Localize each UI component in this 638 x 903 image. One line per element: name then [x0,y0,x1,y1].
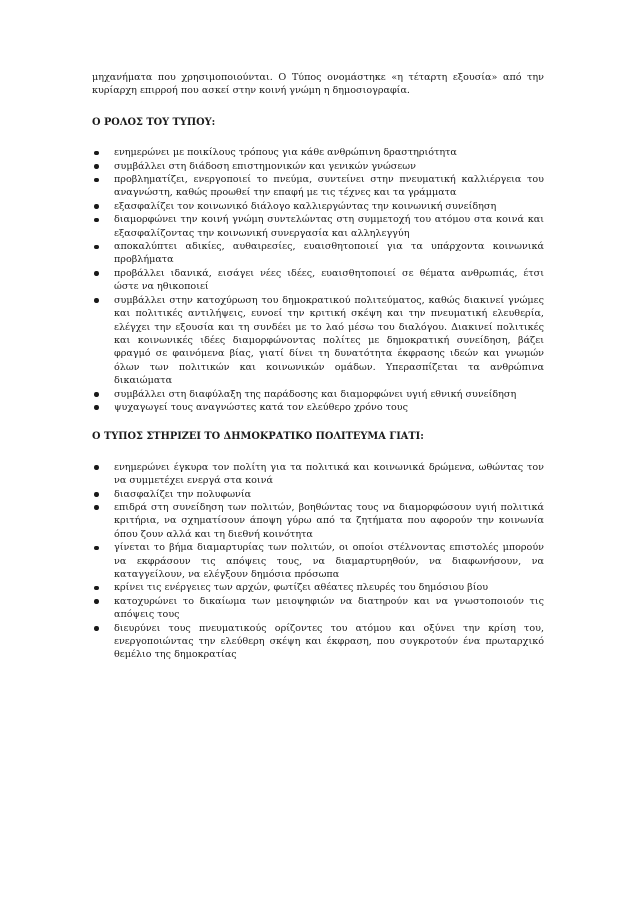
section-heading-press-supports-democracy: Ο ΤΥΠΟΣ ΣΤΗΡΙΖΕΙ ΤΟ ΔΗΜΟΚΡΑΤΙΚΟ ΠΟΛΙΤΕΥΜΑ ΓΙΑΤΙ: [92,431,424,443]
list-item: διασφαλίζει την πολυφωνία [92,488,544,501]
section-heading-role-of-press: Ο ΡΟΛΟΣ ΤΟΥ ΤΥΠΟΥ: [92,116,216,128]
list-item: ενημερώνει με ποικίλους τρόπους για κάθε ανθρώπινη δραστηριότητα [92,146,544,159]
list-item: συμβάλλει στη διάδοση επιστημονικών και γενικών γνώσεων [92,160,544,173]
list-item: προβάλλει ιδανικά, εισάγει νέες ιδέες, ευαισθητοποιεί σε θέματα ανθρωπιάς, έτσι ώστε να ηθικοποιεί [92,267,544,294]
list-item: συμβάλλει στην κατοχύρωση του δημοκρατικού πολιτεύματος, καθώς διακινεί γνώμες και πολιτικές αντιλήψεις, ευνοεί την κριτική σκέψη και την πνευματική ελευθερία, ελέγχει την εξουσία και τη συνδέει με το λαό μέσω του διαλόγου. Διακινεί πολιτικές και κοινωνικές ιδέες διαμορφώνοντας πολίτες με δημοκρατική συνείδηση, βάζει φραγμό σε φαινόμενα βίας, γιατί δίνει τη δυνατότητα έκφρασης ιδεών και γνωμών όλων των πολιτικών και κοινωνικών ομάδων. Υπερασπίζεται τα ανθρώπινα δικαιώματα [92,294,544,388]
list-item: κρίνει τις ενέργειες των αρχών, φωτίζει αθέατες πλευρές του δημόσιου βίου [92,581,544,594]
list-item: εξασφαλίζει τον κοινωνικό διάλογο καλλιεργώντας την κοινωνική συνείδηση [92,200,544,213]
list-item: αποκαλύπτει αδικίες, αυθαιρεσίες, ευαισθητοποιεί για τα υπάρχοντα κοινωνικά προβλήματα [92,240,544,267]
list-item: γίνεται το βήμα διαμαρτυρίας των πολιτών, οι οποίοι στέλνοντας επιστολές μπορούν να εκφράσουν τις απόψεις τους, να διαμαρτυρηθούν, να διαφωνήσουν, να καταγγείλουν, να ελέγξουν δημόσια πρόσωπα [92,541,544,581]
list-item: διευρύνει τους πνευματικούς ορίζοντες του ατόμου και οξύνει την κρίση του, ενεργοποιώντας την ελεύθερη σκέψη και έκφραση, που συγκροτούν ένα πρωταρχικό θεμέλιο της δημοκρατίας [92,622,544,662]
press-supports-democracy-list [92,461,544,662]
list-item: διαμορφώνει την κοινή γνώμη συντελώντας στη συμμετοχή του ατόμου στα κοινά και εξασφαλίζοντας την κοινωνική συνεργασία και αλληλεγγύη [92,213,544,240]
list-item: ψυχαγωγεί τους αναγνώστες κατά τον ελεύθερο χρόνο τους [92,401,544,414]
list-item: κατοχυρώνει το δικαίωμα των μειοψηφιών να διατηρούν και να γνωστοποιούν τις απόψεις τους [92,595,544,622]
document-body [92,71,544,662]
intro-paragraph: μηχανήματα που χρησιμοποιούνται. Ο Τύπος ονομάστηκε «η τέταρτη εξουσία» από την κυρίαρχη επιρροή που ασκεί στην κοινή γνώμη η δημοσιογραφία. [92,72,544,97]
list-item: προβληματίζει, ενεργοποιεί το πνεύμα, συντείνει στην πνευματική καλλιέργεια του αναγνώστη, καθώς προωθεί την επαφή με τις τέχνες και τα γράμματα [92,173,544,200]
list-item: επιδρά στη συνείδηση των πολιτών, βοηθώντας τους να διαμορφώσουν υγιή πολιτικά κριτήρια, να σχηματίσουν άποψη γύρω από τα ζητήματα που αφορούν την κοινωνία όπου ζουν αλλά και τη διεθνή κοινότητα [92,501,544,541]
list-item: συμβάλλει στη διαφύλαξη της παράδοσης και διαμορφώνει υγιή εθνική συνείδηση [92,388,544,401]
list-item: ενημερώνει έγκυρα τον πολίτη για τα πολιτικά και κοινωνικά δρώμενα, ωθώντας τον να συμμετέχει ενεργά στα κοινά [92,461,544,488]
role-of-press-list [92,146,544,414]
